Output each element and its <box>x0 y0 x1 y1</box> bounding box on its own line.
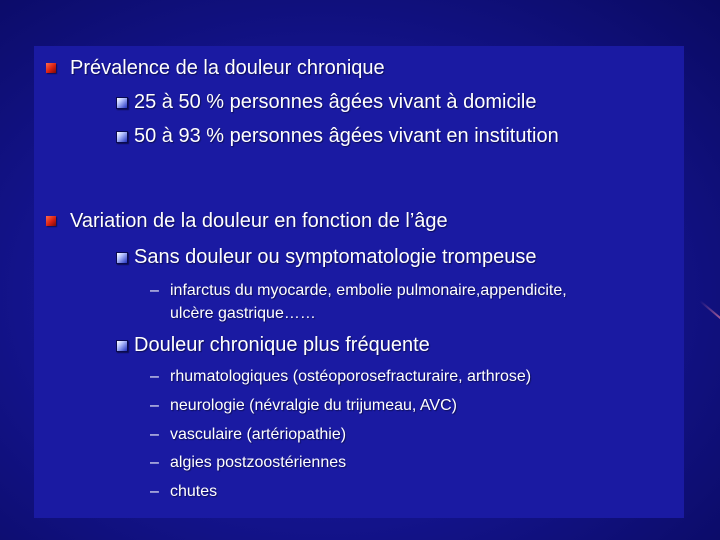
dash-marker: – <box>150 483 159 500</box>
sub2-list-item: vasculaire (artériopathie) <box>170 426 347 443</box>
sub2-list-item: chutes <box>170 483 218 500</box>
dash-marker: – <box>150 454 159 471</box>
sub2-list-item: neurologie (névralgie du trijumeau, AVC) <box>170 397 457 414</box>
section1-item-1: 25 à 50 % personnes âgées vivant à domicile <box>134 91 537 113</box>
sub2-list-item: rhumatologiques (ostéoporosefracturaire, arthrose) <box>170 368 532 385</box>
square-bullet-icon <box>116 97 128 109</box>
sub1-detail-line-2: ulcère gastrique…… <box>170 305 316 322</box>
dash-marker: – <box>150 368 159 385</box>
square-bullet-icon <box>46 216 56 226</box>
section2-sub2-title: Douleur chronique plus fréquente <box>134 334 430 356</box>
square-bullet-icon <box>116 340 128 352</box>
sub2-list-item: algies postzoostériennes <box>170 454 347 471</box>
section1-item-2: 50 à 93 % personnes âgées vivant en institution <box>134 125 559 147</box>
square-bullet-icon <box>46 63 56 73</box>
dash-marker: – <box>150 397 159 414</box>
square-bullet-icon <box>116 252 128 264</box>
dash-marker: – <box>150 282 159 299</box>
sub1-detail-line-1: infarctus du myocarde, embolie pulmonaire,appendicite, <box>170 282 567 299</box>
section2-title: Variation de la douleur en fonction de l’âge <box>70 210 448 232</box>
square-bullet-icon <box>116 131 128 143</box>
section1-title: Prévalence de la douleur chronique <box>70 57 385 79</box>
section2-sub1-title: Sans douleur ou symptomatologie trompeuse <box>134 246 537 268</box>
decorative-line <box>699 300 720 327</box>
dash-marker: – <box>150 426 159 443</box>
